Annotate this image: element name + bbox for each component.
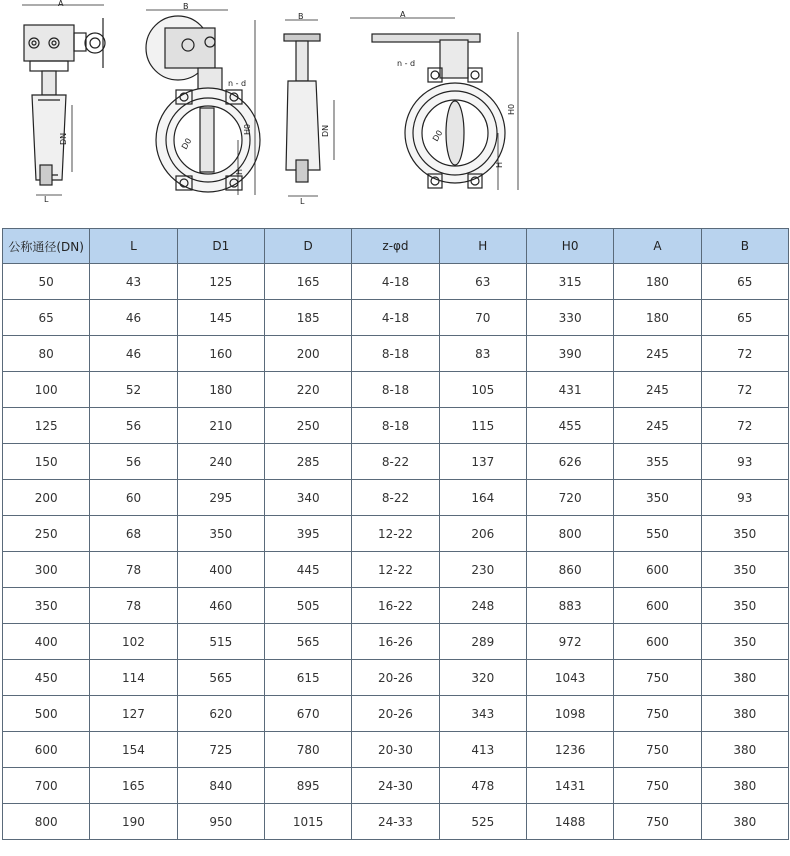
- table-cell: 750: [614, 732, 701, 768]
- table-cell: 455: [526, 408, 613, 444]
- table-cell: 720: [526, 480, 613, 516]
- table-cell: 52: [90, 372, 177, 408]
- table-cell: 505: [264, 588, 351, 624]
- table-cell: 12-22: [352, 552, 439, 588]
- table-cell: 65: [3, 300, 90, 336]
- table-cell: 478: [439, 768, 526, 804]
- table-cell: 350: [701, 588, 788, 624]
- table-cell: 230: [439, 552, 526, 588]
- dim-label-d02: D0: [430, 128, 445, 143]
- table-cell: 515: [177, 624, 264, 660]
- table-cell: 125: [177, 264, 264, 300]
- dim-label-a: A: [58, 0, 64, 8]
- table-cell: 180: [614, 264, 701, 300]
- table-cell: 8-22: [352, 480, 439, 516]
- table-row: [3, 552, 789, 588]
- column-header: A: [614, 229, 701, 264]
- table-cell: 105: [439, 372, 526, 408]
- table-row: [3, 516, 789, 552]
- table-cell: 350: [701, 552, 788, 588]
- dim-label-l: L: [44, 195, 49, 204]
- dim-label-nd: n - d: [228, 79, 247, 88]
- drawing-front-view-gearbox: [146, 2, 260, 195]
- table-cell: 380: [701, 804, 788, 840]
- table-row: [3, 408, 789, 444]
- dim-label-h0: H0: [243, 123, 252, 135]
- dim-label-dn2: DN: [321, 124, 330, 137]
- table-cell: 750: [614, 768, 701, 804]
- table-cell: 8-18: [352, 408, 439, 444]
- table-cell: 72: [701, 408, 788, 444]
- table-row: [3, 588, 789, 624]
- dim-label-nd2: n - d: [397, 59, 416, 68]
- table-cell: 100: [3, 372, 90, 408]
- table-cell: 800: [3, 804, 90, 840]
- dim-label-dn: DN: [59, 132, 68, 145]
- table-cell: 250: [3, 516, 90, 552]
- table-cell: 245: [614, 336, 701, 372]
- table-cell: 615: [264, 660, 351, 696]
- table-cell: 350: [177, 516, 264, 552]
- table-cell: 340: [264, 480, 351, 516]
- table-cell: 93: [701, 444, 788, 480]
- table-body: [3, 264, 789, 840]
- table-cell: 750: [614, 660, 701, 696]
- table-cell: 289: [439, 624, 526, 660]
- table-cell: 72: [701, 336, 788, 372]
- table-cell: 525: [439, 804, 526, 840]
- table-cell: 380: [701, 696, 788, 732]
- table-cell: 165: [264, 264, 351, 300]
- table-cell: 780: [264, 732, 351, 768]
- column-header: z-φd: [352, 229, 439, 264]
- table-cell: 600: [3, 732, 90, 768]
- table-cell: 78: [90, 552, 177, 588]
- dim-label-b: B: [183, 2, 189, 11]
- table-cell: 12-22: [352, 516, 439, 552]
- table-cell: 190: [90, 804, 177, 840]
- table-cell: 350: [701, 516, 788, 552]
- table-cell: 950: [177, 804, 264, 840]
- table-row: [3, 336, 789, 372]
- table-cell: 154: [90, 732, 177, 768]
- table-cell: 165: [90, 768, 177, 804]
- table-cell: 600: [614, 588, 701, 624]
- dimension-table: [2, 228, 789, 840]
- table-cell: 883: [526, 588, 613, 624]
- table-cell: 395: [264, 516, 351, 552]
- table-row: [3, 372, 789, 408]
- table-row: [3, 624, 789, 660]
- table-cell: 245: [614, 372, 701, 408]
- table-row: [3, 768, 789, 804]
- table-cell: 220: [264, 372, 351, 408]
- table-cell: 24-30: [352, 768, 439, 804]
- valve-drawings: [0, 0, 790, 225]
- table-cell: 380: [701, 660, 788, 696]
- table-cell: 1043: [526, 660, 613, 696]
- table-row: [3, 444, 789, 480]
- table-cell: 565: [177, 660, 264, 696]
- table-cell: 895: [264, 768, 351, 804]
- table-cell: 315: [526, 264, 613, 300]
- table-cell: 600: [614, 552, 701, 588]
- table-cell: 380: [701, 768, 788, 804]
- table-cell: 150: [3, 444, 90, 480]
- table-cell: 125: [3, 408, 90, 444]
- table-cell: 390: [526, 336, 613, 372]
- table-cell: 65: [701, 300, 788, 336]
- table-cell: 380: [701, 732, 788, 768]
- table-cell: 245: [614, 408, 701, 444]
- table-cell: 200: [3, 480, 90, 516]
- table-cell: 248: [439, 588, 526, 624]
- table-row: [3, 804, 789, 840]
- table-cell: 8-18: [352, 336, 439, 372]
- table-cell: 350: [701, 624, 788, 660]
- table-cell: 93: [701, 480, 788, 516]
- table-cell: 145: [177, 300, 264, 336]
- table-cell: 295: [177, 480, 264, 516]
- table-cell: 800: [526, 516, 613, 552]
- table-cell: 4-18: [352, 264, 439, 300]
- table-cell: 56: [90, 408, 177, 444]
- table-cell: 600: [614, 624, 701, 660]
- table-cell: 206: [439, 516, 526, 552]
- table-cell: 46: [90, 300, 177, 336]
- table-cell: 180: [177, 372, 264, 408]
- table-cell: 115: [439, 408, 526, 444]
- table-cell: 400: [177, 552, 264, 588]
- table-row: [3, 300, 789, 336]
- table-cell: 445: [264, 552, 351, 588]
- table-cell: 68: [90, 516, 177, 552]
- table-cell: 700: [3, 768, 90, 804]
- table-row: [3, 660, 789, 696]
- table-cell: 200: [264, 336, 351, 372]
- table-cell: 320: [439, 660, 526, 696]
- table-cell: 102: [90, 624, 177, 660]
- table-cell: 20-26: [352, 660, 439, 696]
- table-cell: 8-22: [352, 444, 439, 480]
- table-cell: 300: [3, 552, 90, 588]
- table-cell: 16-22: [352, 588, 439, 624]
- table-cell: 330: [526, 300, 613, 336]
- table-cell: 550: [614, 516, 701, 552]
- column-header: H: [439, 229, 526, 264]
- table-cell: 20-30: [352, 732, 439, 768]
- column-header: B: [701, 229, 788, 264]
- table-cell: 450: [3, 660, 90, 696]
- table-cell: 460: [177, 588, 264, 624]
- table-cell: 565: [264, 624, 351, 660]
- table-cell: 1098: [526, 696, 613, 732]
- drawing-side-view-lever: [284, 12, 334, 206]
- table-cell: 285: [264, 444, 351, 480]
- table-cell: 1236: [526, 732, 613, 768]
- table-cell: 83: [439, 336, 526, 372]
- table-cell: 50: [3, 264, 90, 300]
- table-cell: 8-18: [352, 372, 439, 408]
- table-row: [3, 264, 789, 300]
- table-cell: 750: [614, 696, 701, 732]
- table-header-row: [3, 229, 789, 264]
- table-cell: 1488: [526, 804, 613, 840]
- table-cell: 1015: [264, 804, 351, 840]
- dim-label-d0: D0: [179, 136, 194, 151]
- dim-label-a2: A: [400, 10, 406, 19]
- drawing-side-view-gearbox: [22, 0, 105, 204]
- table-cell: 626: [526, 444, 613, 480]
- table-row: [3, 480, 789, 516]
- table-cell: 670: [264, 696, 351, 732]
- dim-label-l2: L: [300, 197, 305, 206]
- dim-label-h: H: [235, 168, 244, 175]
- table-cell: 16-26: [352, 624, 439, 660]
- table-cell: 114: [90, 660, 177, 696]
- table-cell: 60: [90, 480, 177, 516]
- drawing-front-view-lever: [350, 10, 518, 190]
- dim-label-b2: B: [298, 12, 304, 21]
- table-cell: 80: [3, 336, 90, 372]
- table-cell: 620: [177, 696, 264, 732]
- table-cell: 70: [439, 300, 526, 336]
- table-cell: 164: [439, 480, 526, 516]
- table-cell: 725: [177, 732, 264, 768]
- table-cell: 413: [439, 732, 526, 768]
- table-cell: 860: [526, 552, 613, 588]
- table-cell: 43: [90, 264, 177, 300]
- table-cell: 840: [177, 768, 264, 804]
- table-cell: 56: [90, 444, 177, 480]
- column-header: D: [264, 229, 351, 264]
- table-cell: 250: [264, 408, 351, 444]
- table-cell: 127: [90, 696, 177, 732]
- column-header: H0: [526, 229, 613, 264]
- table-cell: 78: [90, 588, 177, 624]
- table-cell: 400: [3, 624, 90, 660]
- table-cell: 350: [614, 480, 701, 516]
- table-cell: 431: [526, 372, 613, 408]
- table-cell: 750: [614, 804, 701, 840]
- table-cell: 343: [439, 696, 526, 732]
- table-cell: 63: [439, 264, 526, 300]
- table-row: [3, 732, 789, 768]
- table-cell: 240: [177, 444, 264, 480]
- table-row: [3, 696, 789, 732]
- table-cell: 72: [701, 372, 788, 408]
- column-header: L: [90, 229, 177, 264]
- dim-label-h02: H0: [507, 103, 516, 115]
- dim-label-h2: H: [495, 161, 504, 168]
- table-cell: 210: [177, 408, 264, 444]
- table-cell: 1431: [526, 768, 613, 804]
- table-cell: 972: [526, 624, 613, 660]
- table-cell: 185: [264, 300, 351, 336]
- table-cell: 4-18: [352, 300, 439, 336]
- table-cell: 24-33: [352, 804, 439, 840]
- table-cell: 20-26: [352, 696, 439, 732]
- table-cell: 46: [90, 336, 177, 372]
- table-cell: 500: [3, 696, 90, 732]
- table-cell: 350: [3, 588, 90, 624]
- table-cell: 65: [701, 264, 788, 300]
- table-cell: 160: [177, 336, 264, 372]
- column-header: 公称通径(DN): [3, 229, 90, 264]
- table-cell: 137: [439, 444, 526, 480]
- table-cell: 180: [614, 300, 701, 336]
- column-header: D1: [177, 229, 264, 264]
- table-cell: 355: [614, 444, 701, 480]
